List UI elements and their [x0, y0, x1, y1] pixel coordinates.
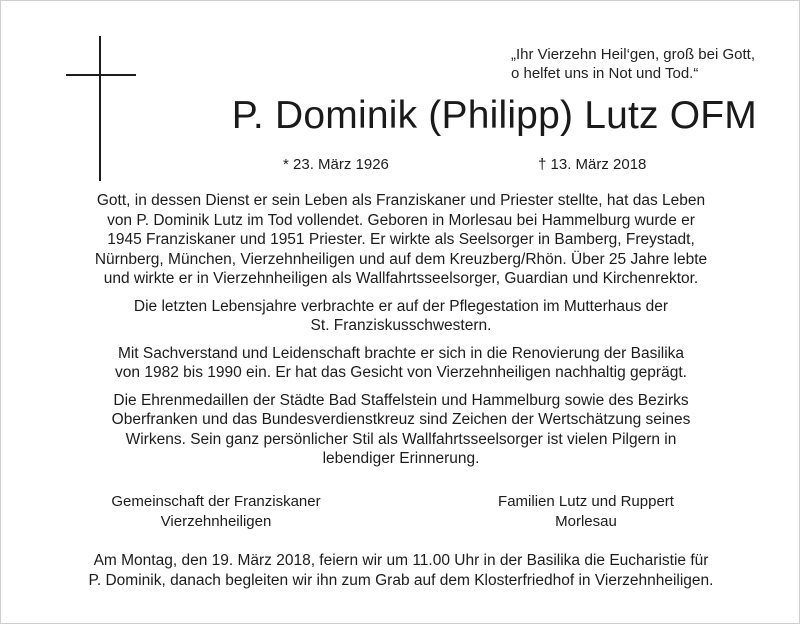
birth-date: * 23. März 1926: [283, 156, 389, 173]
text-line: und wirkte er in Vierzehnheiligen als Wallfahrtsseelsorger, Guardian und Kirchenrektor.: [103, 270, 699, 287]
signature-line: Morlesau: [555, 513, 617, 530]
text-line: von 1982 bis 1990 ein. Er hat das Gesicht von Vierzehnheiligen nachhaltig geprägt.: [115, 364, 687, 381]
cross-icon: [99, 36, 101, 181]
signature-left: [66, 492, 366, 532]
cross-icon-bar: [66, 74, 136, 76]
text-line: Wirkens. Sein ganz persönlicher Stil als Wallfahrtsseelsorger ist vielen Pilgern in: [125, 430, 677, 448]
text-line: Gott, in dessen Dienst er sein Leben als Franziskaner und Priester stellte, hat das Leben: [96, 192, 706, 209]
signature-line: Familien Lutz und Ruppert: [498, 493, 674, 510]
text-line: P. Dominik, danach begleiten wir ihn zum Grab auf dem Klosterfriedhof in Vierzehnheiligen.: [88, 572, 714, 589]
signature-right: [436, 492, 736, 532]
quote-line: o helfet uns in Not und Tod.“: [510, 65, 699, 82]
paragraph: [31, 297, 771, 336]
text-line: Oberfranken und das Bundesverdienstkreuz sind Zeichen der Wertschätzung seines: [111, 411, 691, 428]
text-line: Die Ehrenmedaillen der Städte Bad Staffelstein und Hammelburg sowie des Bezirks: [113, 391, 689, 409]
death-date: † 13. März 2018: [538, 156, 647, 173]
paragraph: [31, 344, 771, 383]
deceased-name: P. Dominik (Philipp) Lutz OFM: [231, 94, 757, 137]
funeral-announcement: [21, 551, 781, 591]
paragraph: [31, 391, 771, 469]
text-line: Am Montag, den 19. März 2018, feiern wir um 11.00 Uhr in der Basilika die Eucharistie für: [93, 552, 709, 569]
quote: [511, 45, 755, 83]
text-line: St. Franziskusschwestern.: [310, 317, 492, 334]
signature-line: Vierzehnheiligen: [160, 513, 272, 530]
text-line: von P. Dominik Lutz im Tod vollendet. Geboren in Morlesau bei Hammelburg wurde er: [107, 211, 695, 229]
quote-line: „Ihr Vierzehn Heil‘gen, groß bei Gott,: [510, 46, 755, 63]
paragraph: [31, 191, 771, 289]
text-line: Nürnberg, München, Vierzehnheiligen und auf dem Kreuzberg/Rhön. Über 25 Jahre lebte: [94, 250, 708, 268]
obituary-text: [31, 191, 771, 477]
text-line: Mit Sachverstand und Leidenschaft brachte er sich in die Renovierung der Basilika: [117, 344, 685, 362]
text-line: Die letzten Lebensjahre verbrachte er auf der Pflegestation im Mutterhaus der: [133, 297, 669, 315]
text-line: 1945 Franziskaner und 1951 Priester. Er wirkte als Seelsorger in Bamberg, Freystadt,: [107, 231, 695, 248]
signature-line: Gemeinschaft der Franziskaner: [111, 493, 321, 510]
text-line: lebendiger Erinnerung.: [322, 450, 480, 467]
